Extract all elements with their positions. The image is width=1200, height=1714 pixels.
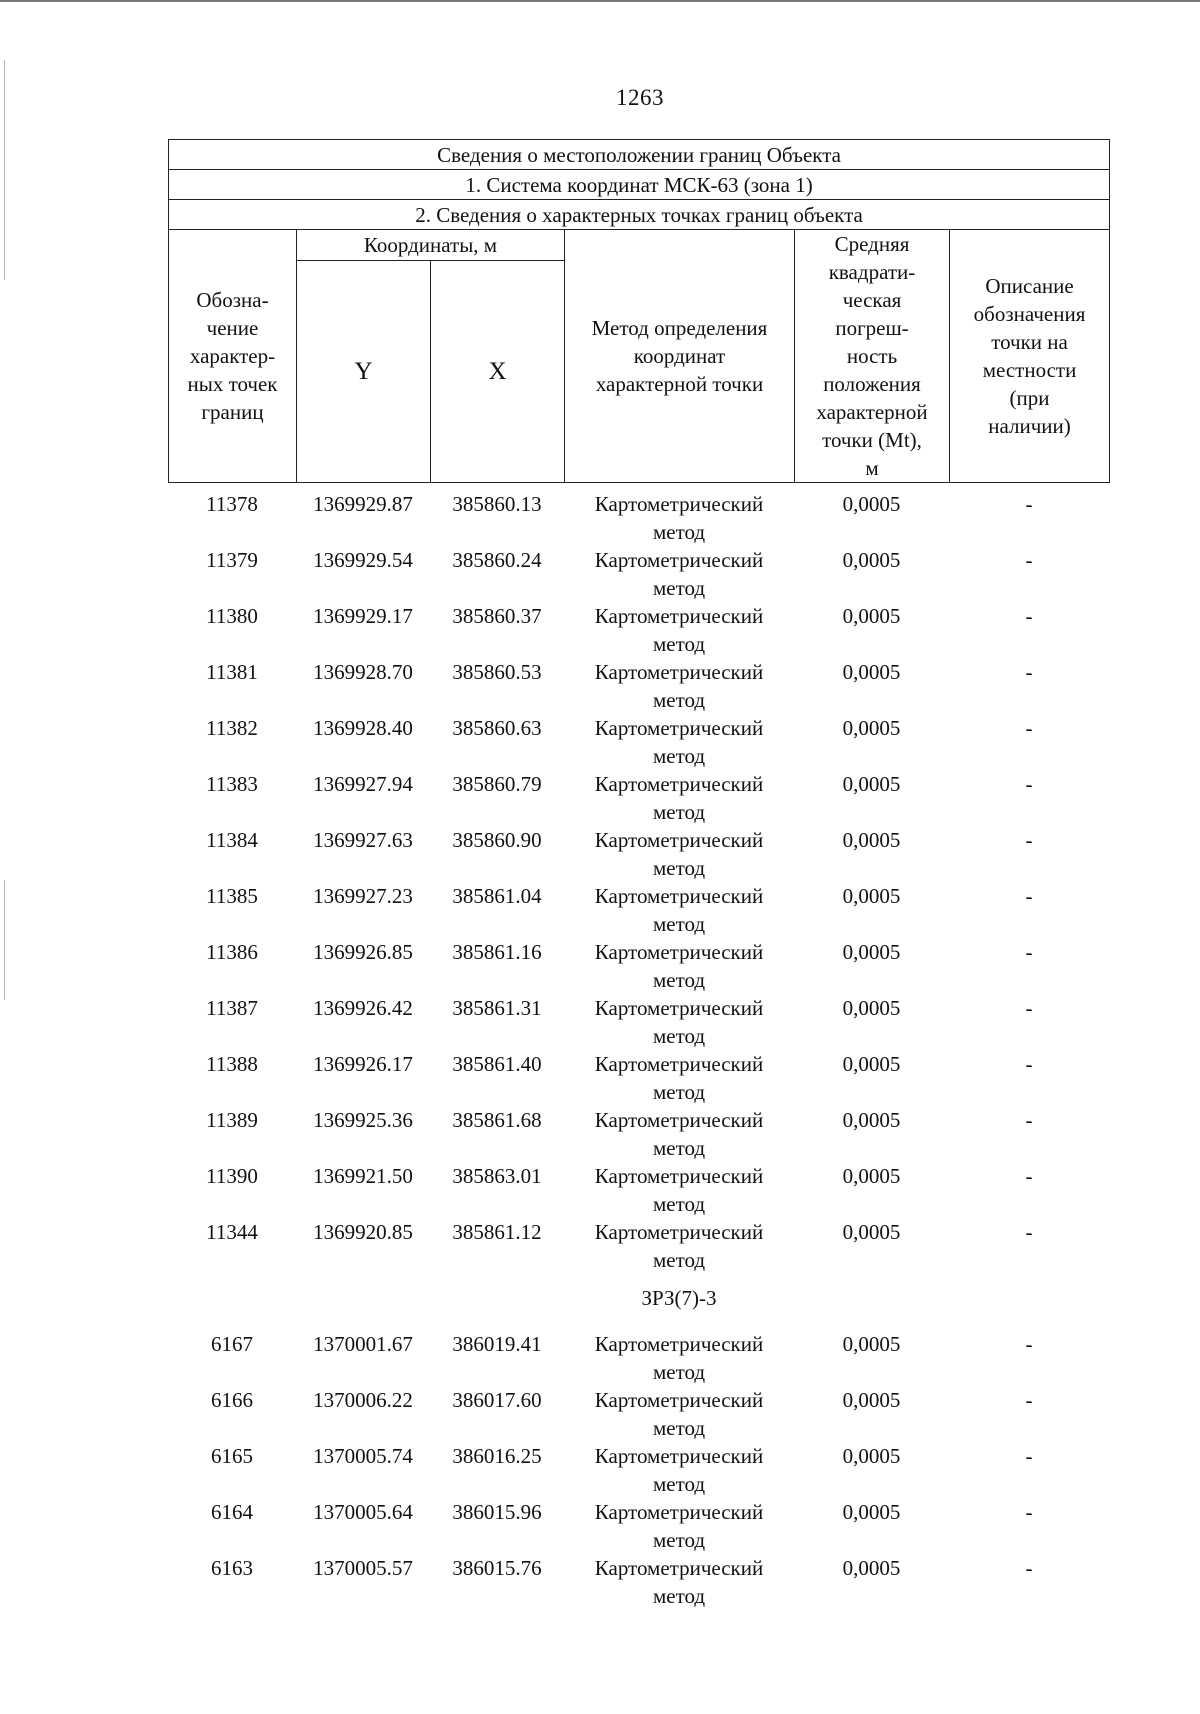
coord-x: 385860.37: [452, 604, 542, 628]
coord-y: 1369929.54: [313, 548, 413, 572]
section-heading: 2. Сведения о характерных точках границ объекта: [169, 200, 1110, 230]
description-value: -: [1025, 1388, 1033, 1412]
coord-y: 1369926.85: [313, 940, 413, 964]
column-method: Метод определения координат характерной точки: [565, 230, 795, 483]
point-id: 6165: [211, 1444, 253, 1468]
coord-y: 1369927.94: [313, 772, 413, 796]
coord-y: 1369927.63: [313, 828, 413, 852]
column-accuracy: Средняя квадрати- ческая погреш- ность положения характерной точки (Mt), м: [795, 230, 950, 483]
table-row: [168, 658, 1109, 714]
description-value: -: [1025, 660, 1033, 684]
description-value: -: [1025, 604, 1033, 628]
description-value: -: [1025, 1444, 1033, 1468]
point-id: 11344: [206, 1220, 258, 1244]
table-title: Сведения о местоположении границ Объекта: [169, 140, 1110, 170]
coord-x: 385861.40: [452, 1052, 542, 1076]
column-designation: Обозна- чение характер- ных точек границ: [169, 230, 297, 483]
method-value: Картометрический метод: [594, 660, 764, 712]
table-row: [168, 714, 1109, 770]
coord-x: 385861.68: [452, 1108, 542, 1132]
accuracy-value: 0,0005: [842, 660, 901, 684]
table-row: [168, 1330, 1109, 1386]
method-value: Картометрический метод: [594, 1108, 764, 1160]
accuracy-value: 0,0005: [842, 1388, 901, 1412]
coord-x: 385860.90: [452, 828, 542, 852]
coord-y: 1369928.70: [313, 660, 413, 684]
coord-y: 1369925.36: [313, 1108, 413, 1132]
coord-y: 1369929.87: [313, 492, 413, 516]
point-id: 11389: [206, 1108, 258, 1132]
coord-y: 1369928.40: [313, 716, 413, 740]
coord-x: 385860.63: [452, 716, 542, 740]
coord-x: 385861.31: [452, 996, 542, 1020]
table-row: [168, 1554, 1109, 1610]
coord-x: 386015.96: [452, 1500, 542, 1524]
accuracy-value: 0,0005: [842, 1500, 901, 1524]
method-value: Картометрический метод: [594, 1332, 764, 1384]
accuracy-value: 0,0005: [842, 1444, 901, 1468]
section-label: ЗРЗ(7)-3: [641, 1286, 717, 1310]
accuracy-value: 0,0005: [842, 1052, 901, 1076]
point-id: 6164: [211, 1500, 253, 1524]
description-value: -: [1025, 716, 1033, 740]
point-id: 6163: [211, 1556, 253, 1580]
accuracy-value: 0,0005: [842, 884, 901, 908]
description-value: -: [1025, 1052, 1033, 1076]
table-row: [168, 1442, 1109, 1498]
accuracy-value: 0,0005: [842, 548, 901, 572]
coord-y: 1370005.57: [313, 1556, 413, 1580]
description-value: -: [1025, 1220, 1033, 1244]
method-value: Картометрический метод: [594, 1500, 764, 1552]
table-row: [168, 938, 1109, 994]
method-value: Картометрический метод: [594, 548, 764, 600]
coord-x: 386015.76: [452, 1556, 542, 1580]
accuracy-value: 0,0005: [842, 940, 901, 964]
coord-x: 385860.13: [452, 492, 542, 516]
accuracy-value: 0,0005: [842, 1108, 901, 1132]
method-value: Картометрический метод: [594, 1388, 764, 1440]
method-value: Картометрический метод: [594, 1052, 764, 1104]
method-value: Картометрический метод: [594, 1556, 764, 1608]
description-value: -: [1025, 884, 1033, 908]
coord-x: 386016.25: [452, 1444, 542, 1468]
coord-y: 1369926.42: [313, 996, 413, 1020]
description-value: -: [1025, 940, 1033, 964]
description-value: -: [1025, 1332, 1033, 1356]
accuracy-value: 0,0005: [842, 1332, 901, 1356]
table-row: [168, 1498, 1109, 1554]
table-row: [168, 770, 1109, 826]
description-value: -: [1025, 828, 1033, 852]
method-value: Картометрический метод: [594, 1444, 764, 1496]
coord-x: 385861.04: [452, 884, 542, 908]
coord-y: 1370005.64: [313, 1500, 413, 1524]
point-id: 11378: [206, 492, 258, 516]
scan-margin-mark: [4, 880, 5, 1000]
coord-y: 1369926.17: [313, 1052, 413, 1076]
accuracy-value: 0,0005: [842, 996, 901, 1020]
table-row: [168, 602, 1109, 658]
table-row: [168, 1162, 1109, 1218]
point-id: 11382: [206, 716, 258, 740]
header-table: [168, 139, 1110, 483]
coord-y: 1369920.85: [313, 1220, 413, 1244]
coord-x: 386019.41: [452, 1332, 542, 1356]
method-value: Картометрический метод: [594, 492, 764, 544]
coord-x: 385863.01: [452, 1164, 542, 1188]
column-description: Описание обозначения точки на местности (при наличии): [950, 230, 1110, 483]
coord-x: 385860.53: [452, 660, 542, 684]
point-id: 11379: [206, 548, 258, 572]
point-id: 11387: [206, 996, 258, 1020]
coord-y: 1369929.17: [313, 604, 413, 628]
point-id: 11386: [206, 940, 258, 964]
accuracy-value: 0,0005: [842, 604, 901, 628]
coord-y: 1369927.23: [313, 884, 413, 908]
scan-top-edge: [0, 0, 1200, 2]
table-row: [168, 826, 1109, 882]
description-value: -: [1025, 1108, 1033, 1132]
method-value: Картометрический метод: [594, 940, 764, 992]
coord-x: 385861.12: [452, 1220, 542, 1244]
accuracy-value: 0,0005: [842, 772, 901, 796]
table-row: [168, 490, 1109, 546]
coord-x: 385860.24: [452, 548, 542, 572]
section-row: [168, 1274, 1109, 1330]
table-row: [168, 1106, 1109, 1162]
description-value: -: [1025, 548, 1033, 572]
coord-y: 1370001.67: [313, 1332, 413, 1356]
method-value: Картометрический метод: [594, 772, 764, 824]
point-id: 6166: [211, 1388, 253, 1412]
coord-x: 386017.60: [452, 1388, 542, 1412]
description-value: -: [1025, 772, 1033, 796]
point-id: 11383: [206, 772, 258, 796]
accuracy-value: 0,0005: [842, 1220, 901, 1244]
points-list: [168, 490, 1109, 1610]
point-id: 11390: [206, 1164, 258, 1188]
method-value: Картометрический метод: [594, 1220, 764, 1272]
method-value: Картометрический метод: [594, 716, 764, 768]
coord-y: 1370005.74: [313, 1444, 413, 1468]
table-row: [168, 546, 1109, 602]
table-row: [168, 994, 1109, 1050]
coord-y: 1369921.50: [313, 1164, 413, 1188]
column-y: Y: [297, 261, 431, 483]
method-value: Картометрический метод: [594, 996, 764, 1048]
accuracy-value: 0,0005: [842, 492, 901, 516]
method-value: Картометрический метод: [594, 828, 764, 880]
accuracy-value: 0,0005: [842, 1164, 901, 1188]
table-row: [168, 882, 1109, 938]
accuracy-value: 0,0005: [842, 1556, 901, 1580]
accuracy-value: 0,0005: [842, 716, 901, 740]
coord-x: 385861.16: [452, 940, 542, 964]
table-row: [168, 1218, 1109, 1274]
column-x: X: [431, 261, 565, 483]
method-value: Картометрический метод: [594, 884, 764, 936]
description-value: -: [1025, 1164, 1033, 1188]
page-number: 1263: [616, 85, 664, 110]
point-id: 11380: [206, 604, 258, 628]
coord-x: 385860.79: [452, 772, 542, 796]
point-id: 11381: [206, 660, 258, 684]
table-row: [168, 1386, 1109, 1442]
method-value: Картометрический метод: [594, 1164, 764, 1216]
point-id: 11388: [206, 1052, 258, 1076]
description-value: -: [1025, 996, 1033, 1020]
description-value: -: [1025, 1556, 1033, 1580]
method-value: Картометрический метод: [594, 604, 764, 656]
point-id: 11385: [206, 884, 258, 908]
coord-y: 1370006.22: [313, 1388, 413, 1412]
column-coordinates: Координаты, м: [297, 230, 565, 261]
point-id: 6167: [211, 1332, 253, 1356]
accuracy-value: 0,0005: [842, 828, 901, 852]
point-id: 11384: [206, 828, 258, 852]
table-row: [168, 1050, 1109, 1106]
description-value: -: [1025, 1500, 1033, 1524]
description-value: -: [1025, 492, 1033, 516]
coordinate-system: 1. Система координат МСК-63 (зона 1): [169, 170, 1110, 200]
